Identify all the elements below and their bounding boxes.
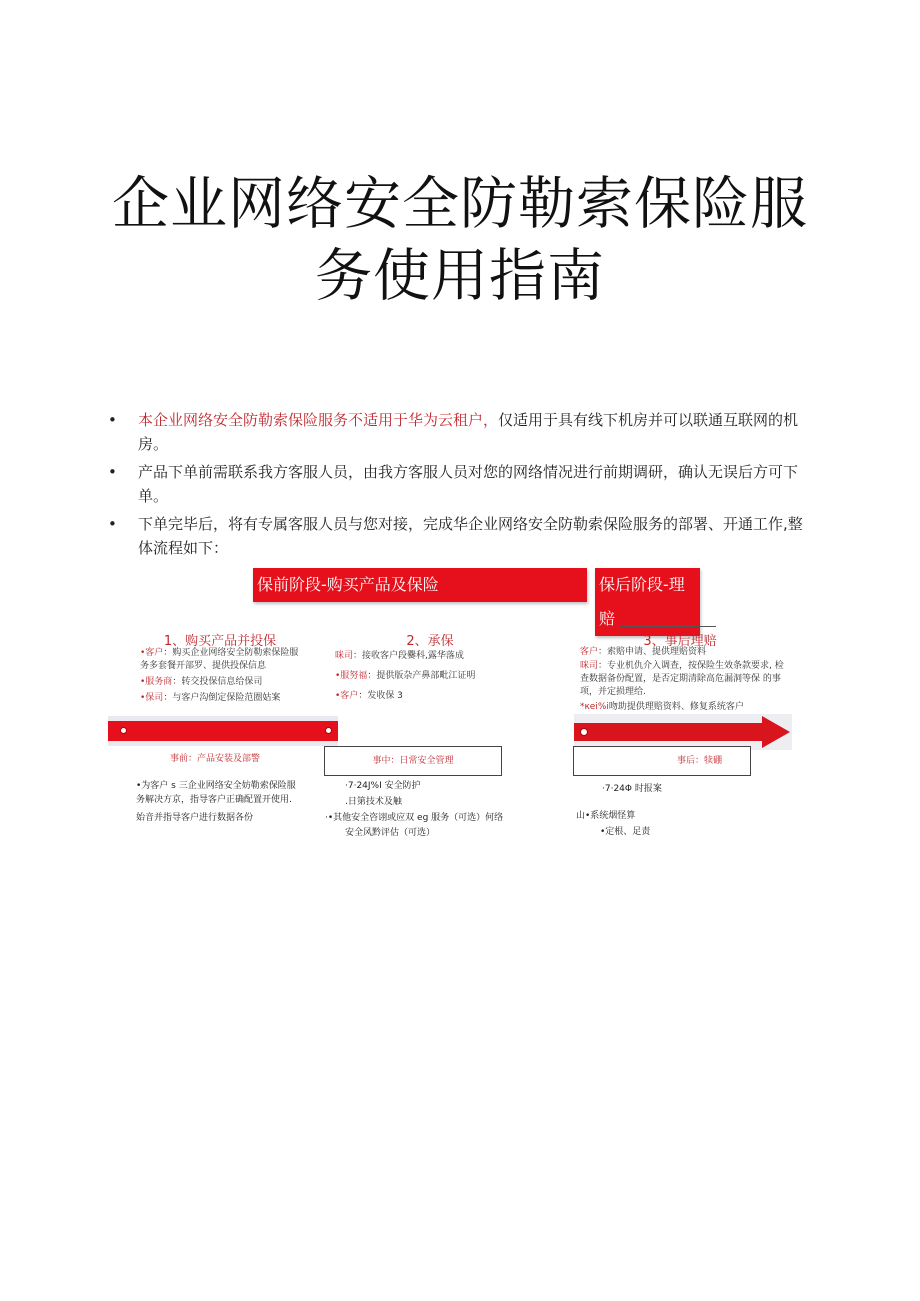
step-2-line: 咪司：接收客户段爨科,露华落成 (335, 651, 464, 661)
step-1-line: •服务商：转交投保信息给保司 (140, 677, 263, 687)
title-line-2: 务使用指南 (315, 243, 605, 309)
step-3-line: *κei%i吻助提供理赔资料、修复系统客户 (580, 702, 744, 712)
note-line: ·•其他安全咨诩或应双 eg 服务（可选）何络 (325, 813, 504, 823)
note-line: •为客户 s 三企业网络安全妨勒索保险服务解决方京，指导客户正确配置开使用. (136, 781, 296, 805)
rivet-icon (120, 727, 127, 734)
notes-during (325, 779, 525, 840)
post-stage-banner: 保后阶段-理赔 (595, 568, 700, 636)
notes-before (136, 779, 304, 825)
left-progress-bar (108, 721, 338, 741)
notes-after (576, 782, 776, 839)
note-line: ·7·24Φ 时报案 (602, 784, 662, 794)
note-line: .日第技术及触 (345, 797, 402, 807)
bullet-dot: • (108, 463, 117, 481)
bullet-item (108, 512, 808, 560)
step-1-line: •客户：购买企业网络安全防勒索保险服务多套餐开部罗、提供投保信息 (140, 648, 299, 671)
bullet-item (108, 460, 808, 508)
pre-stage-banner: 保前阶段-购买产品及保险 (253, 568, 587, 602)
phase-after-box: 事后：犊硼 (573, 746, 751, 776)
rivet-icon (325, 727, 332, 734)
note-line: 安全风黔评估（可选） (345, 828, 436, 838)
step-3-title: 3、事后理赔 (643, 634, 717, 649)
note-line: •定根、足责 (600, 827, 651, 837)
step-2-title: 2、承保 (406, 634, 454, 649)
divider-line (620, 626, 716, 627)
title-line-1: 企业网络安全防勒索保险服 (112, 171, 808, 237)
bullet-text: 仅适用于具有线下机房并可以联通互联网的机房。 (138, 411, 799, 453)
document-title (0, 168, 920, 312)
bullet-text: 下单完毕后，将有专属客服人员与您对接，完成华企业网络安全防勒索保险服务的部署、开通工作,整体流程如下： (138, 515, 803, 557)
bullet-dot: • (108, 411, 117, 429)
bullet-dot: • (108, 515, 117, 533)
bullet-text: 产品下单前需联系我方客服人员，由我方客服人员对您的网络情况进行前期调研，确认无误后方可下单。 (138, 463, 799, 505)
bullet-item (108, 408, 808, 456)
note-line: 始音并指导客户进行数据各份 (136, 813, 254, 823)
phase-before-label: 事前：产品安装及部警 (169, 754, 260, 764)
note-line: 山•系统烟怪算 (576, 811, 636, 821)
step-2-line: •客户：发收保 3 (335, 691, 403, 701)
step-1-details (140, 647, 302, 705)
step-3-details (580, 646, 792, 714)
step-2-details (335, 650, 515, 703)
timeline-arrow-icon (574, 714, 792, 750)
step-3-line: 咪司：专业机仇介入调查，按保险生效条款要求, 检查数据备份配置，是否定期清除高危漏洞等保 的事项，并定损理给. (580, 661, 784, 697)
intro-bullet-list (108, 408, 808, 560)
phase-during-box: 事中：日常安全管理 (324, 746, 502, 776)
note-line: ·7·24J%I 安全防护 (345, 781, 421, 791)
bullet-warning-text: 本企业网络安全防勒索保险服务不适用于华为云租户， (138, 411, 499, 429)
step-2-line: •服努福：提供版杂产鼻部毗江证明 (335, 671, 476, 681)
step-1-line: •保司：与客户沟倒定保险范圈姑案 (140, 693, 281, 703)
step-1-title: 1、购买产品并投保 (163, 634, 277, 649)
step-3-line: 客户：索赔申请、提供理赔资料 (580, 647, 707, 657)
